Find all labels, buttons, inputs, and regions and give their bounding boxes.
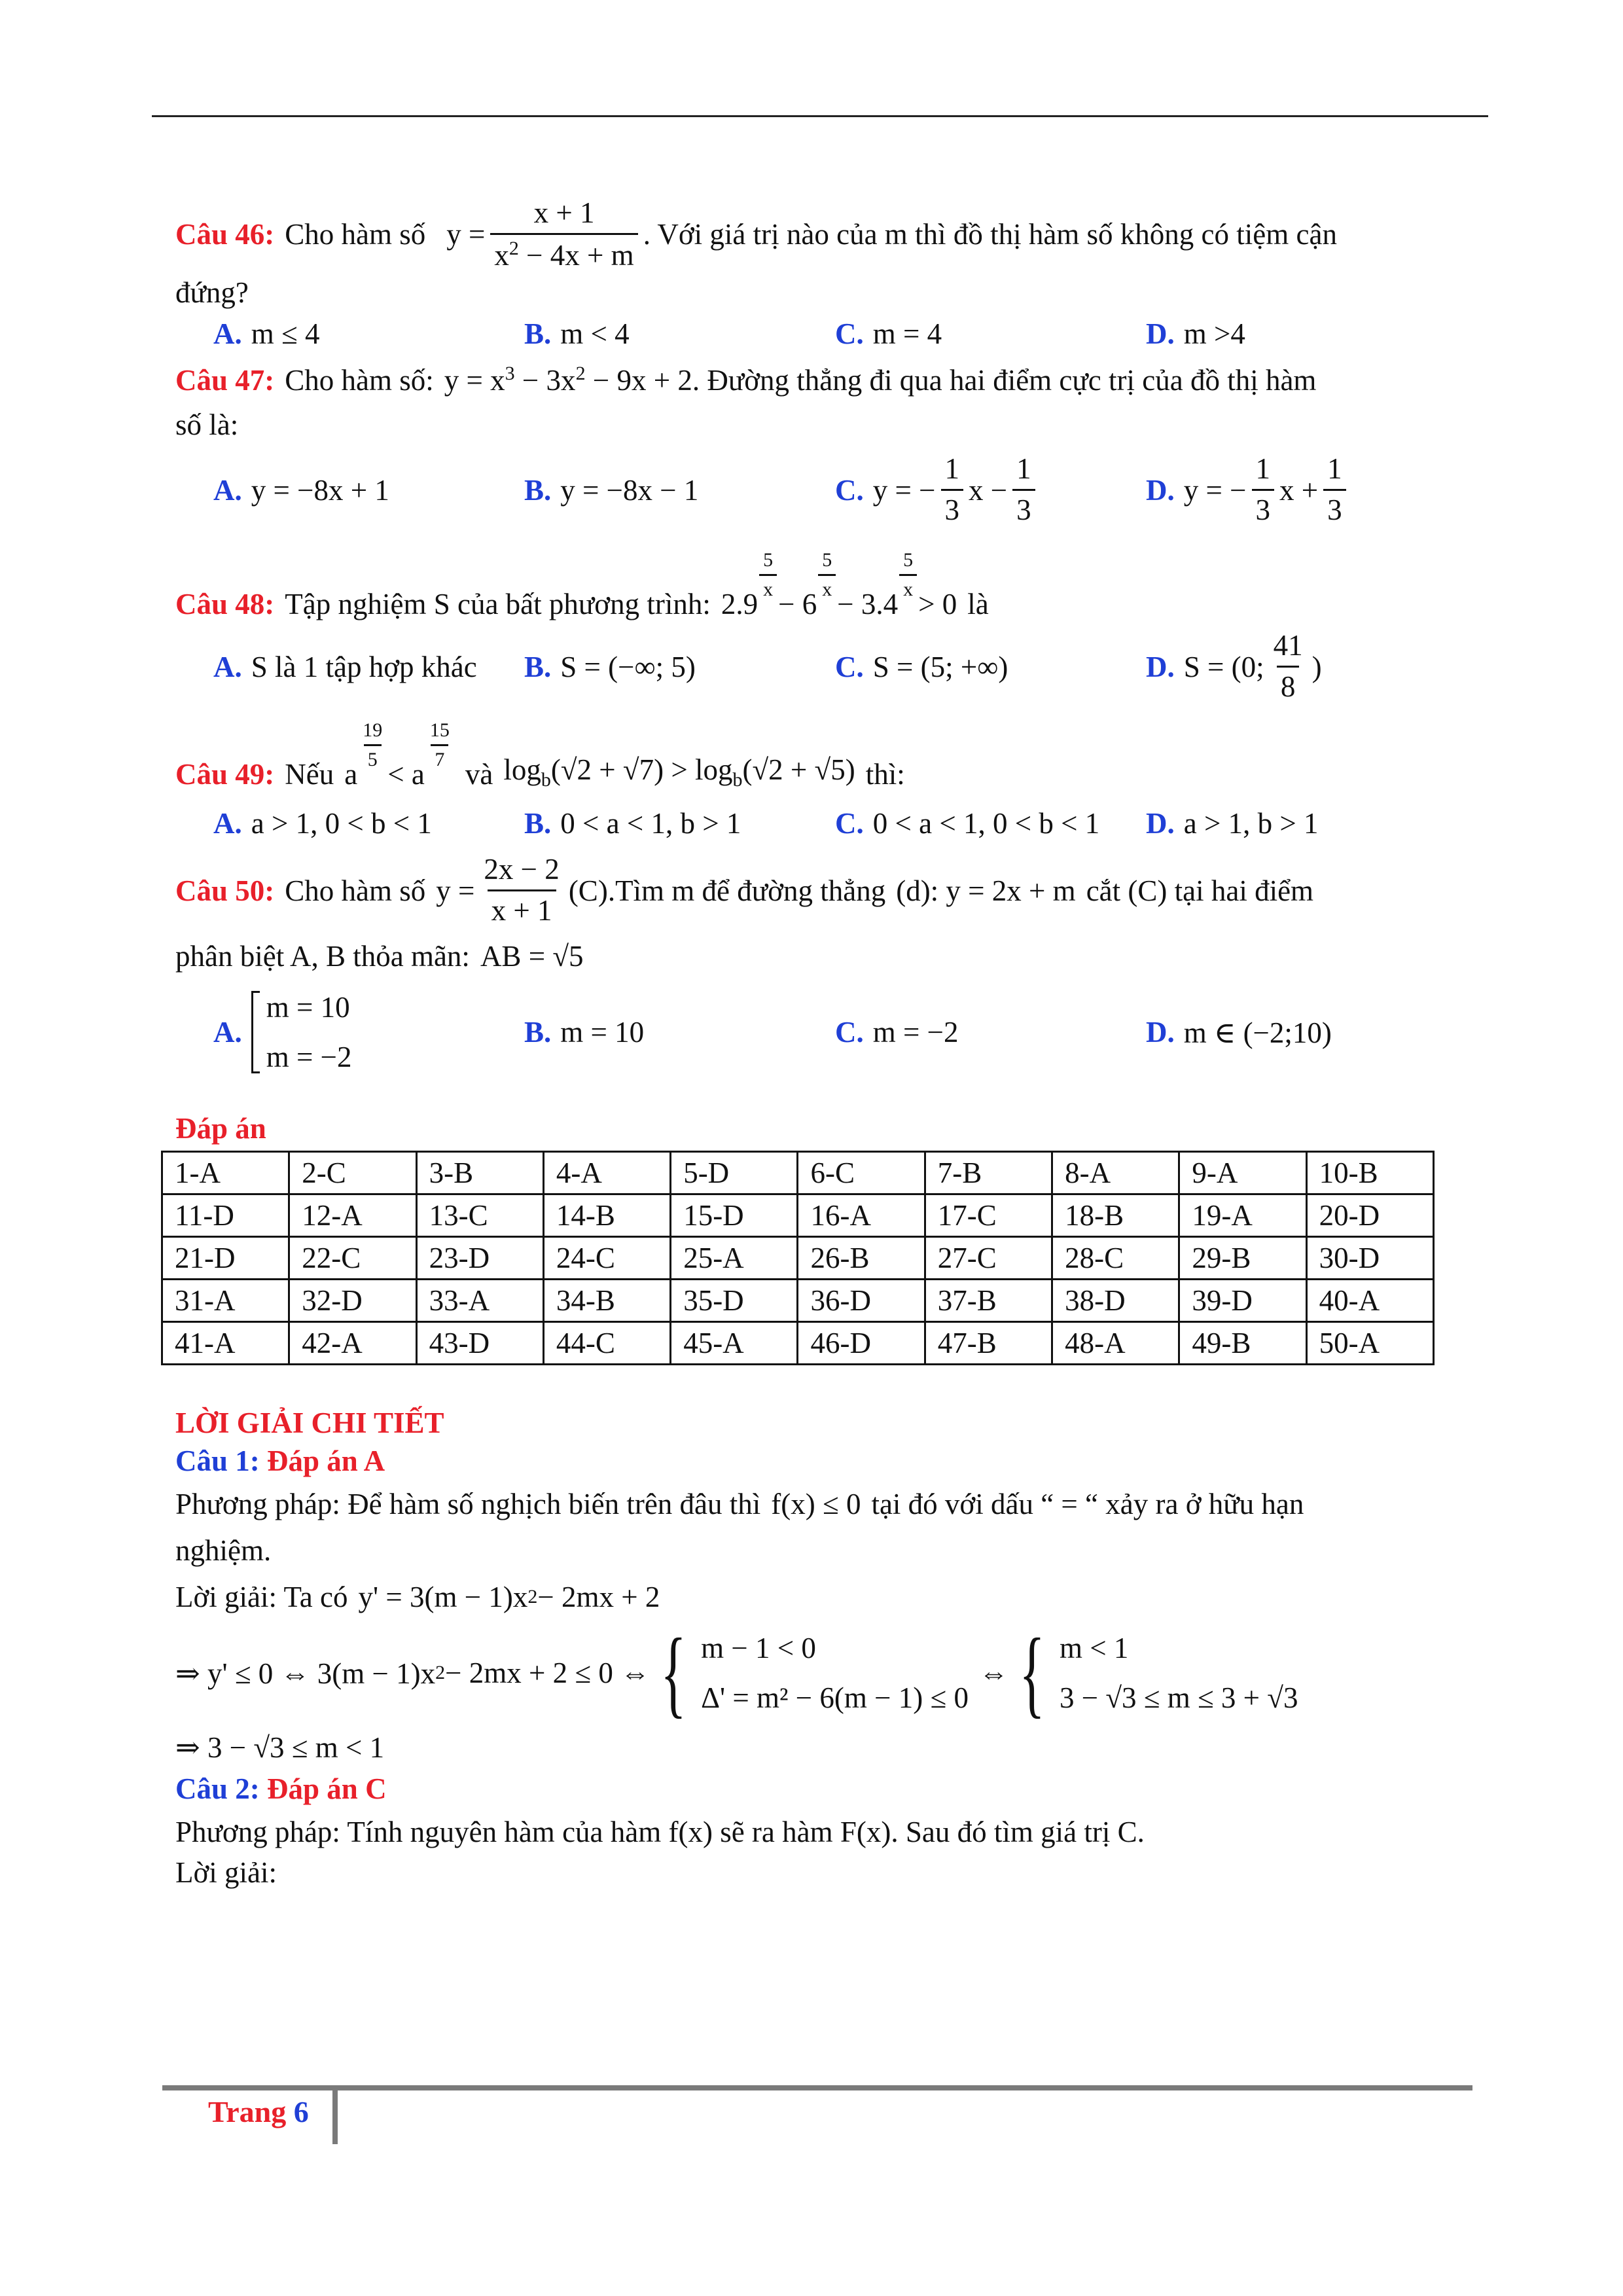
answers-row [162, 1194, 1434, 1236]
answer-cell: 36-D [798, 1279, 925, 1321]
answer-cell: 45-A [671, 1321, 798, 1364]
answer-cell: 14-B [543, 1194, 670, 1236]
solutions-heading: LỜI GIẢI CHI TIẾT [175, 1406, 444, 1439]
answers-row [162, 1236, 1434, 1279]
answer-cell: 17-C [925, 1194, 1052, 1236]
option-b: B. S = (−∞; 5) [524, 650, 696, 683]
answer-cell: 49-B [1179, 1321, 1306, 1364]
answer-cell: 9-A [1179, 1151, 1306, 1194]
answer-cell: 7-B [925, 1151, 1052, 1194]
solution-2-method: Phương pháp: Tính nguyên hàm của hàm f(x) sẽ ra hàm F(x). Sau đó tìm giá trị C. [175, 1815, 1145, 1848]
answers-row [162, 1321, 1434, 1364]
answer-cell: 16-A [798, 1194, 925, 1236]
answer-cell: 13-C [416, 1194, 543, 1236]
header-rule [152, 115, 1488, 117]
option-d: D. a > 1, b > 1 [1146, 806, 1319, 840]
option-b: B. m = 10 [524, 1016, 645, 1049]
formula-lhs: y = [446, 218, 486, 251]
question-47-cont: số là: [175, 408, 239, 441]
inequality: 2.9 5 x − 6 5 x − 3.4 5 x > 0 [721, 548, 957, 620]
question-text: Cho hàm số [285, 218, 426, 251]
answer-cell: 31-A [162, 1279, 289, 1321]
answer-cell: 37-B [925, 1279, 1052, 1321]
answer-cell: 47-B [925, 1321, 1052, 1364]
answer-cell: 19-A [1179, 1194, 1306, 1236]
solution-2-sol: Lời giải: [175, 1856, 277, 1889]
footer-rule [162, 2085, 1472, 2090]
footer-divider [332, 2085, 338, 2144]
solution-1-derivative: Lời giải: Ta có y' = 3(m − 1)x 2 − 2mx + 2 [175, 1580, 660, 1613]
question-label: Câu 46: [175, 218, 275, 251]
option-c: C. 0 < a < 1, 0 < b < 1 [835, 806, 1100, 840]
answers-row [162, 1151, 1434, 1194]
formula: $y = x^3 - 3x^2 - 9x + 2$ [444, 363, 692, 397]
answer-cell: 28-C [1052, 1236, 1179, 1279]
question-text-after: . Với giá trị nào của m thì đồ thị hàm số không có tiệm cận [643, 218, 1337, 251]
answer-cell: 40-A [1306, 1279, 1433, 1321]
answers-table [161, 1151, 1435, 1365]
answer-cell: 21-D [162, 1236, 289, 1279]
answer-cell: 5-D [671, 1151, 798, 1194]
option-b: B. y = −8x − 1 [524, 473, 699, 507]
option-d: D. m >4 [1146, 317, 1245, 350]
answer-cell: 34-B [543, 1279, 670, 1321]
answer-cell: 42-A [289, 1321, 416, 1364]
answer-cell: 46-D [798, 1321, 925, 1364]
bracket [251, 991, 260, 1073]
answer-cell: 29-B [1179, 1236, 1306, 1279]
options-50 [175, 982, 1465, 1083]
question-46-cont: đứng? [175, 276, 249, 309]
question-49: Câu 49: Nếu a 19 5 < a 15 7 và $\log_b(√2 + √7) > \log_b(√2 + √5)$ thì: [175, 719, 905, 791]
answer-cell: 3-B [416, 1151, 543, 1194]
solution-1-system: ⇒ y' ≤ 0 ⇔ 3(m − 1)x 2 − 2mx + 2 ≤ 0 ⇔ { m − 1 < 0 Δ' = m² − 6(m − 1) ≤ 0 ⇔ { m < 1 3 − √3 ≤ m ≤ 3 + √3 [175, 1618, 1298, 1727]
answer-cell: 44-C [543, 1321, 670, 1364]
page-footer [208, 2094, 309, 2129]
option-c: C. m = 4 [835, 317, 942, 350]
power-inequality: a 19 5 < a 15 7 [344, 719, 450, 791]
page-number: 6 [293, 2095, 309, 2128]
system-2: { m < 1 3 − √3 ≤ m ≤ 3 + √3 [1019, 1618, 1298, 1727]
option-c: C. y = − $\frac{1}{3}$ x − $\frac{1}{3}$ [835, 452, 1146, 528]
answer-cell: 23-D [416, 1236, 543, 1279]
denominator: $x^2 - 4x + m$ [490, 233, 637, 273]
option-a: A. a > 1, 0 < b < 1 [213, 806, 432, 840]
numerator: x + 1 [533, 196, 595, 229]
question-48: Câu 48: Tập nghiệm S của bất phương trình: 2.9 5 x − 6 5 x − 3.4 5 x > 0 là [175, 548, 989, 620]
solution-1-result: ⇒ 3 − √3 ≤ m < 1 [175, 1731, 385, 1764]
solution-1-method: Phương pháp: Để hàm số nghịch biến trên đâu thì f(x) ≤ 0 tại đó với dấu “ = “ xảy ra ở hữu hạn [175, 1487, 1304, 1520]
answer-cell: 33-A [416, 1279, 543, 1321]
answer-cell: 18-B [1052, 1194, 1179, 1236]
log-inequality: $\log_b(√2 + √7) > \log_b(√2 + √5)$ [503, 753, 855, 791]
answer-cell: 12-A [289, 1194, 416, 1236]
answer-cell: 27-C [925, 1236, 1052, 1279]
system-1: { m − 1 < 0 Δ' = m² − 6(m − 1) ≤ 0 [660, 1618, 969, 1727]
solution-1-title: Câu 1: Đáp án A [175, 1444, 385, 1477]
option-a: A. m = 10 m = −2 [213, 990, 352, 1073]
answer-cell: 22-C [289, 1236, 416, 1279]
answers-row [162, 1279, 1434, 1321]
answer-cell: 38-D [1052, 1279, 1179, 1321]
answers-heading: Đáp án [175, 1111, 266, 1145]
answer-cell: 50-A [1306, 1321, 1433, 1364]
answer-cell: 41-A [162, 1321, 289, 1364]
option-d: D. y = − $\frac{1}{3}$ x + $\frac{1}{3}$ [1146, 452, 1457, 528]
question-46 [175, 196, 1465, 273]
option-d: D. m ∈ (−2;10) [1146, 1016, 1332, 1049]
option-b: B. 0 < a < 1, b > 1 [524, 806, 741, 840]
fraction: $\frac{2x - 2}{x + 1}$ [484, 853, 560, 927]
footer-label: Trang [208, 2095, 287, 2128]
solution-2-title: Câu 2: Đáp án C [175, 1772, 387, 1805]
question-50-cont: phân biệt A, B thỏa mãn: AB = √5 [175, 939, 584, 973]
answer-cell: 8-A [1052, 1151, 1179, 1194]
answer-cell: 32-D [289, 1279, 416, 1321]
answer-cell: 4-A [543, 1151, 670, 1194]
question-47: Câu 47: Cho hàm số: $y = x^3 - 3x^2 - 9x + 2$ . Đường thẳng đi qua hai điểm cực trị của đồ thị hàm [175, 363, 1317, 397]
answer-cell: 6-C [798, 1151, 925, 1194]
option-d: D. S = (0; 41 8 ) [1146, 629, 1322, 703]
option-a: A. S là 1 tập hợp khác [213, 650, 477, 683]
options-46 [175, 312, 1465, 355]
answer-cell: 20-D [1306, 1194, 1433, 1236]
page-content [175, 196, 1465, 1890]
answer-cell: 11-D [162, 1194, 289, 1236]
answer-cell: 15-D [671, 1194, 798, 1236]
options-47 [175, 444, 1465, 536]
answer-cell: 2-C [289, 1151, 416, 1194]
fraction [490, 196, 637, 273]
option-b: B. m < 4 [524, 317, 630, 350]
answer-cell: 48-A [1052, 1321, 1179, 1364]
answer-cell: 25-A [671, 1236, 798, 1279]
answer-cell: 10-B [1306, 1151, 1433, 1194]
answer-cell: 30-D [1306, 1236, 1433, 1279]
options-49 [175, 795, 1465, 852]
options-48 [175, 628, 1465, 706]
option-c: C. S = (5; +∞) [835, 650, 1008, 683]
option-a: A. y = −8x + 1 [213, 473, 389, 507]
answer-cell: 43-D [416, 1321, 543, 1364]
answer-cell: 1-A [162, 1151, 289, 1194]
option-c: C. m = −2 [835, 1016, 959, 1049]
answer-cell: 24-C [543, 1236, 670, 1279]
answer-cell: 35-D [671, 1279, 798, 1321]
option-a: A. m ≤ 4 [213, 317, 320, 350]
answer-cell: 26-B [798, 1236, 925, 1279]
question-50: Câu 50: Cho hàm số y = $\frac{2x - 2}{x + 1}$ (C) .Tìm m để đường thẳng (d): y = 2x + m cắt (C) tại hai điểm [175, 853, 1314, 927]
answer-cell: 39-D [1179, 1279, 1306, 1321]
solution-1-method-cont: nghiệm. [175, 1534, 272, 1567]
